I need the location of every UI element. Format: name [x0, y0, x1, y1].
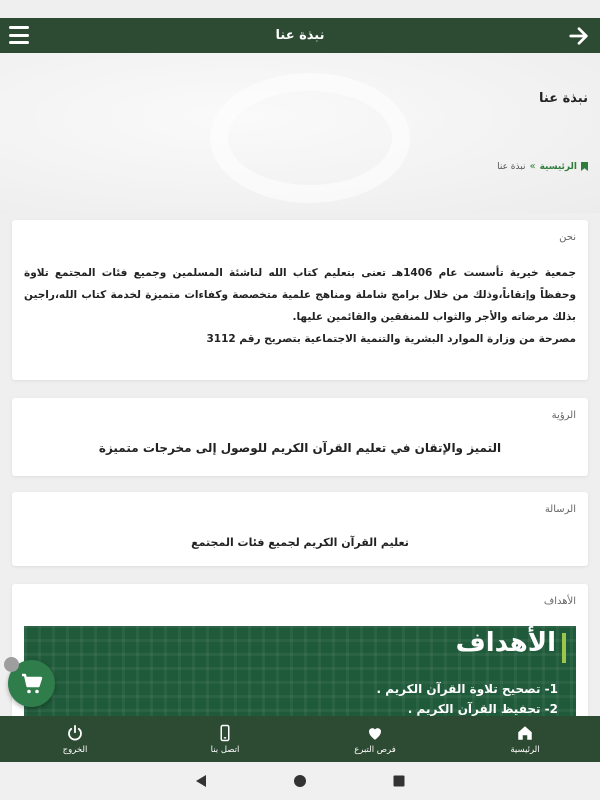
- hero-heading: نبذة عنا: [539, 91, 588, 106]
- recents-square-icon[interactable]: [392, 774, 406, 788]
- nav-item-logout[interactable]: [0, 716, 150, 762]
- cart-badge: [4, 657, 19, 672]
- breadcrumb-current: نبذة عنا: [497, 161, 526, 172]
- breadcrumb-separator: »: [529, 161, 536, 172]
- arrow-right-icon[interactable]: [568, 25, 590, 47]
- decorative-background: [210, 73, 410, 203]
- goals-banner-title: الأهداف: [455, 628, 556, 658]
- nav-item-label: فرص التبرع: [354, 744, 396, 755]
- hero-header: [0, 53, 600, 213]
- about-text: جمعية خيرية تأسست عام 1406هـ تعنى بتعليم كتاب الله لناشئة المسلمين وجميع فئات المجتمع تلاوة وحفظاً وإتقاناً،وذلك من خلال برامج شاملة ومناهج علمية متخصصة وكفاءات متميزة لخدمة كتاب الله،راجين بذلك مرضاته والأجر والثواب للمنفقين والقائمين عليها.: [24, 267, 577, 323]
- mission-card: [12, 492, 588, 566]
- mission-label: الرسالة: [544, 504, 576, 515]
- about-label: نحن: [559, 232, 576, 243]
- vision-text: التميز والإتقان في تعليم القرآن الكريم للوصول إلى مخرجات متميزة: [98, 441, 502, 455]
- cart-icon: [20, 672, 44, 696]
- goal-item: 2- تحفيظ القرآن الكريم .: [407, 702, 558, 716]
- nav-item-donate[interactable]: [300, 716, 450, 762]
- bookmark-icon: [581, 162, 588, 171]
- nav-item-home[interactable]: [450, 716, 600, 762]
- mission-text: تعليم القرآن الكريم لجميع فئات المجتمع: [191, 536, 409, 549]
- heart-icon: [366, 724, 384, 742]
- breadcrumb-home-link[interactable]: الرئيسية: [539, 161, 577, 172]
- license-text: مصرحة من وزارة الموارد البشرية والتنمية الاجتماعية بتصريح رقم 3112: [206, 333, 576, 345]
- phone-icon: [216, 724, 234, 742]
- nav-item-label: الخروج: [62, 744, 88, 755]
- page-title: نبذة عنا: [275, 28, 325, 43]
- hamburger-menu-icon[interactable]: [9, 26, 29, 44]
- about-card: [12, 220, 588, 380]
- banner-accent-bar: [562, 633, 566, 663]
- goals-banner: [24, 626, 576, 726]
- home-icon: [516, 724, 534, 742]
- breadcrumb: [497, 161, 588, 172]
- power-icon: [66, 724, 84, 742]
- vision-label: الرؤية: [551, 410, 576, 421]
- system-navigation-bar: [0, 762, 600, 800]
- back-triangle-icon[interactable]: [194, 774, 208, 788]
- nav-item-label: اتصل بنا: [210, 744, 240, 755]
- home-circle-icon[interactable]: [293, 774, 307, 788]
- nav-item-contact[interactable]: [150, 716, 300, 762]
- nav-item-label: الرئيسية: [510, 744, 540, 755]
- app-bar: [0, 18, 600, 53]
- goal-item: 1- تصحيح تلاوة القرآن الكريم .: [376, 682, 558, 696]
- goals-label: الأهداف: [543, 596, 576, 607]
- vision-card: [12, 398, 588, 476]
- bottom-navigation: [0, 716, 600, 762]
- about-text-block: [24, 262, 576, 350]
